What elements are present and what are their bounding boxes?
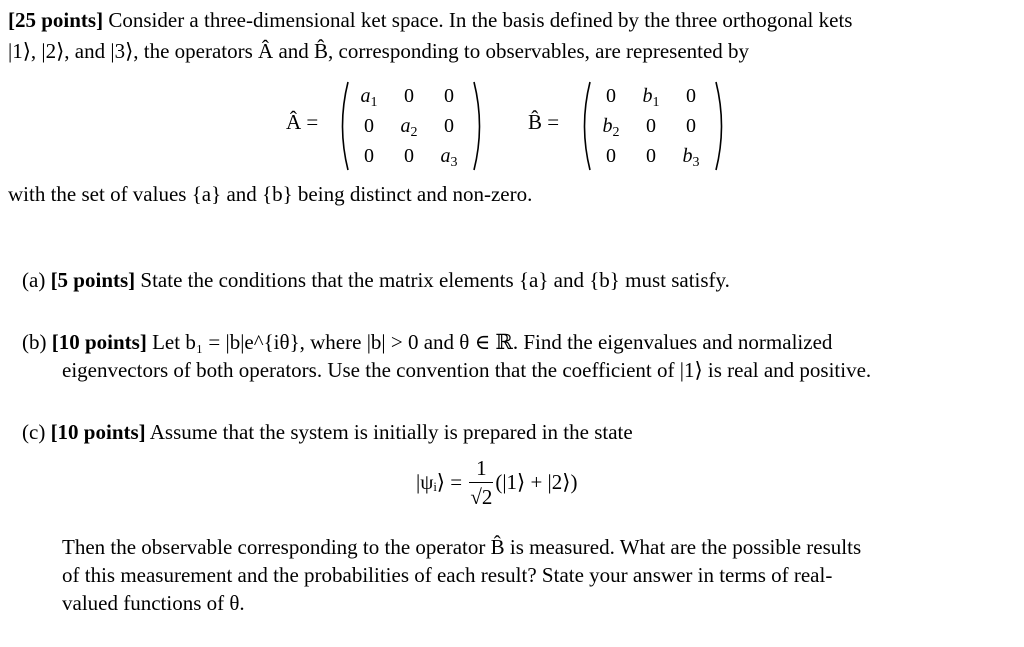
state-fraction-denominator: √2 — [470, 485, 493, 509]
matrix-b-label: B̂ = — [528, 110, 560, 134]
matrix-a-cell-1-2: 0 — [444, 115, 454, 137]
matrix-a-cell-1-1: $a_2$ — [400, 115, 418, 140]
matrix-a-label: Â = — [286, 110, 319, 134]
intro-line-2: |1⟩, |2⟩, and |3⟩, the operators Â and B̂, corresponding to observables, are represented by — [8, 39, 750, 63]
matrix-a-cell-2-2: $a_3$ — [440, 145, 458, 170]
matrix-a — [336, 80, 486, 172]
part-b-text-1: Let b₁ = |b|e^{iθ}, where |b| > 0 and θ ∈ ℝ. Find the eigenvalues and normalized — [146, 330, 833, 354]
values-condition-line: with the set of values {a} and {b} being distinct and non-zero. — [8, 182, 533, 206]
part-a-label: (a) — [22, 268, 46, 292]
matrices-row — [0, 80, 1024, 172]
matrix-b-left-paren — [578, 80, 592, 172]
part-c-para-line-1: Then the observable corresponding to the operator B̂ is measured. What are the possible results — [62, 535, 862, 559]
part-c-para-line-2: of this measurement and the probabilities of each result? State your answer in terms of real- — [62, 563, 833, 587]
matrix-b-cell-0-1: $b_1$ — [642, 85, 660, 110]
part-c-para-line-3: valued functions of θ. — [62, 591, 245, 615]
matrix-b — [578, 80, 728, 172]
part-b-label: (b) — [22, 330, 47, 354]
matrix-b-cell-2-2: $b_3$ — [682, 145, 700, 170]
matrix-b-cell-2-1: 0 — [646, 145, 656, 167]
matrix-b-cell-1-1: 0 — [646, 115, 656, 137]
matrix-a-cell-0-0: $a_1$ — [360, 85, 378, 110]
part-b-line-2: eigenvectors of both operators. Use the convention that the coefficient of |1⟩ is real and positive. — [62, 358, 872, 382]
part-c-text-1: Assume that the system is initially is prepared in the state — [145, 420, 633, 444]
part-b-line-1 — [22, 328, 1002, 356]
state-fraction-numerator: 1 — [476, 456, 487, 480]
intro-points: [25 points] — [8, 8, 104, 32]
part-a-text: State the conditions that the matrix elements {a} and {b} must satisfy. — [135, 268, 730, 292]
part-c-points: [10 points] — [50, 420, 146, 444]
matrix-b-cell-1-2: 0 — [686, 115, 696, 137]
intro-line-1 — [8, 6, 998, 34]
matrix-b-cell-1-0: $b_2$ — [602, 115, 620, 140]
matrix-a-right-paren — [472, 80, 486, 172]
matrix-b-right-paren — [714, 80, 728, 172]
part-a-points: [5 points] — [50, 268, 136, 292]
state-rhs: (|1⟩ + |2⟩) — [495, 470, 578, 494]
matrix-b-cell-2-0: 0 — [606, 145, 616, 167]
part-c-line-1 — [22, 418, 1002, 446]
part-a — [22, 266, 1002, 294]
part-b-points: [10 points] — [51, 330, 147, 354]
matrix-a-left-paren — [336, 80, 350, 172]
state-fraction — [467, 454, 495, 510]
state-lhs: |ψᵢ⟩ = — [416, 470, 463, 494]
initial-state-equation — [416, 454, 577, 514]
part-c-label: (c) — [22, 420, 46, 444]
matrix-b-cell-0-2: 0 — [686, 85, 696, 107]
matrix-a-cell-2-0: 0 — [364, 145, 374, 167]
matrix-a-cell-0-2: 0 — [444, 85, 454, 107]
matrix-a-cell-1-0: 0 — [364, 115, 374, 137]
matrix-b-cell-0-0: 0 — [606, 85, 616, 107]
matrix-a-cell-2-1: 0 — [404, 145, 414, 167]
matrix-a-cell-0-1: 0 — [404, 85, 414, 107]
intro-line-1-text: Consider a three-dimensional ket space. In the basis defined by the three orthogonal kets — [103, 8, 853, 32]
